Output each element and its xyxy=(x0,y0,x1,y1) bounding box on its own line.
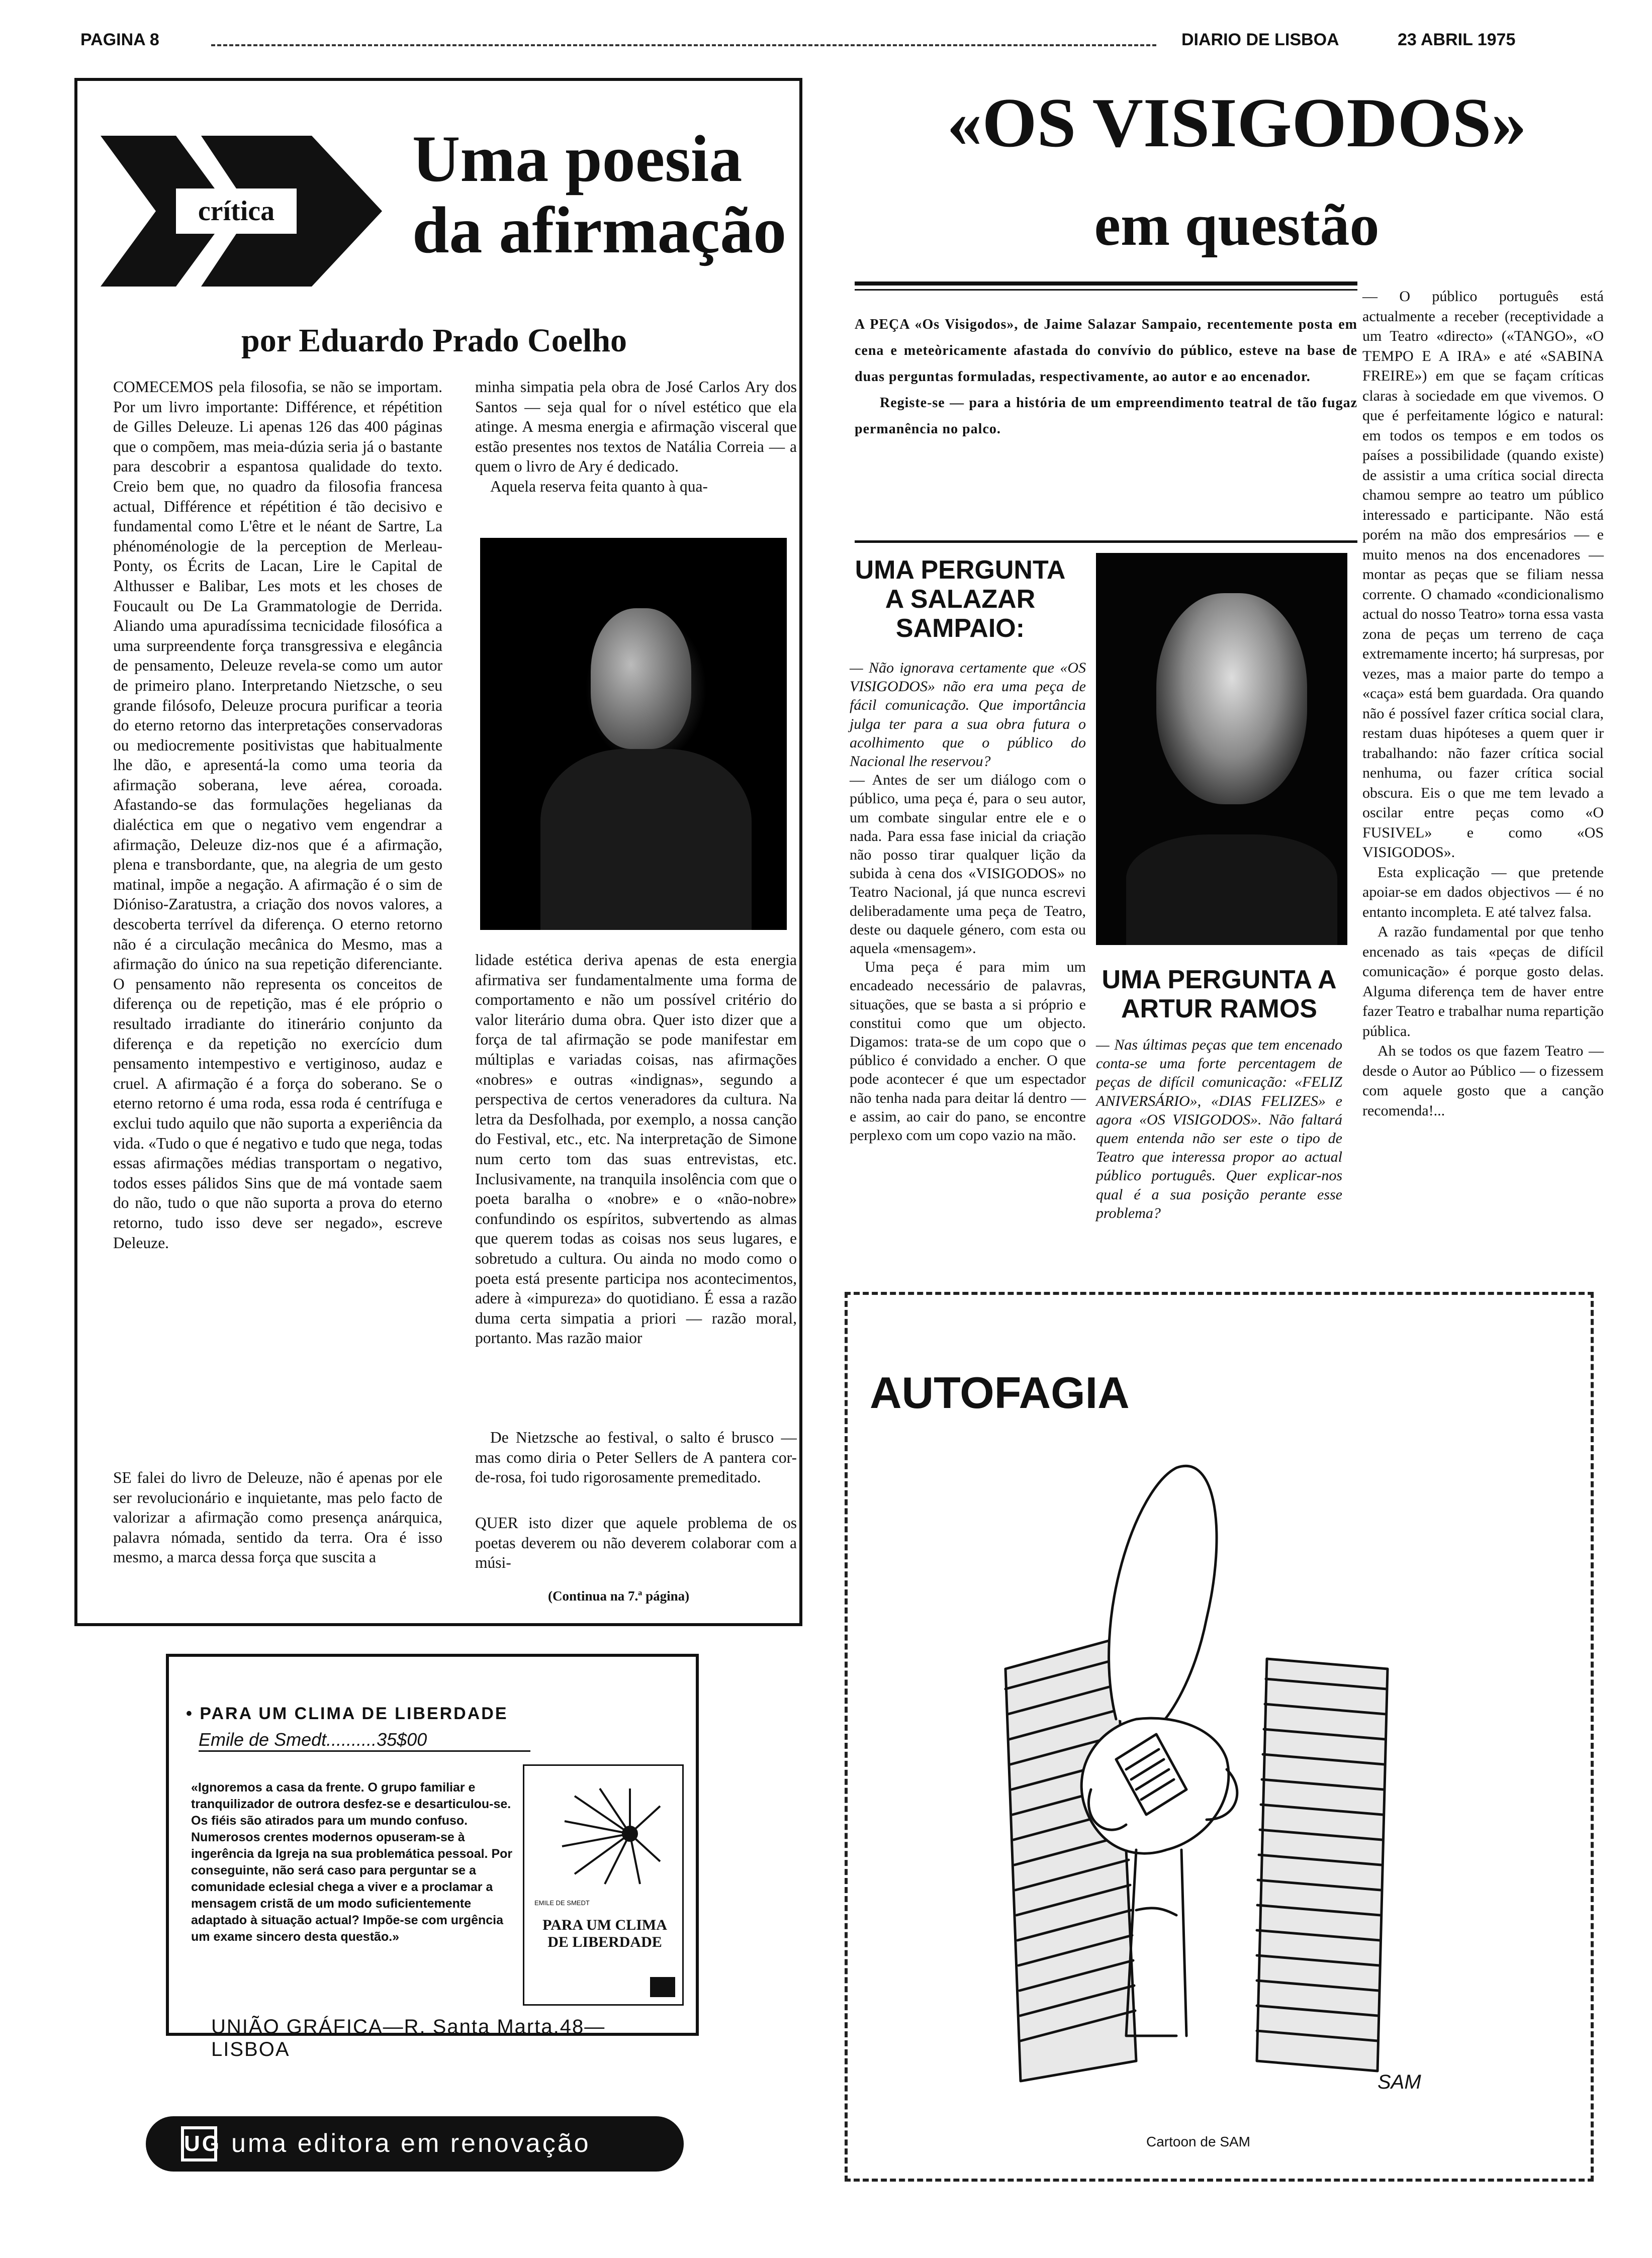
poet-body xyxy=(540,749,752,930)
title-rule-thick xyxy=(855,281,1357,286)
title-rule-thin xyxy=(855,289,1357,291)
continua-note: (Continua na 7.ª página) xyxy=(548,1588,690,1604)
artur-ramos-answer xyxy=(1362,287,1604,1120)
critica-column-2d xyxy=(475,1513,797,1573)
critica-headline: Uma poesia da afirmação xyxy=(412,122,787,267)
sampaio-answer-1: — Antes de ser um diálogo com o público, uma peça é, para o seu autor, um combate singular entre ele e o nada. Para essa fase inicial da criação não posso tirar qualquer lição da subida à cena dos «VISIGODOS» no Teatro Nacional, já que nunca escrevi deliberadamente uma peça de Teatro, deste ou daquele género, com esta ou aquela «mensagem». xyxy=(850,772,1086,957)
critica-column-1a xyxy=(113,377,442,1423)
book-publisher-mark xyxy=(650,1977,675,1997)
sun-burst-icon xyxy=(555,1786,665,1887)
critica-paragraph-6: De Nietzsche ao festival, o salto é brusco — mas como diria o Peter Sellers de A pantera cor-de-rosa, foi tudo rigorosamente premeditado. xyxy=(475,1429,797,1486)
book-author: EMILE DE SMEDT xyxy=(534,1899,590,1907)
publisher-slogan: uma editora em renovação xyxy=(231,2129,591,2158)
author-suit xyxy=(1126,834,1337,945)
sampaio-interview xyxy=(850,658,1086,1145)
intro-paragraph-2: Registe-se — para a história de um empreendimento teatral de tão fugaz permanência no palco. xyxy=(855,395,1357,437)
book-title: PARA UM CLIMA DE LIBERDADE xyxy=(542,1917,667,1950)
intro-rule xyxy=(855,540,1357,543)
answer-paragraph-3: A razão fundamental por que tenho encenado as tais «peças de difícil comunicação» é porque gosto delas. Alguma diferença tem de haver entre fazer Teatro e trabalhar numa repartição pública. xyxy=(1362,923,1604,1040)
poet-photo xyxy=(480,538,787,930)
answer-paragraph-2: Esta explicação — que pretende apoiar-se em dados objectivos — é no entanto incompleta. E até talvez falsa. xyxy=(1362,864,1604,920)
right-book-stack xyxy=(1257,1659,1388,2071)
ad-description: «Ignoremos a casa da frente. O grupo familiar e tranquilizador de outrora desfez-se e desarticulou-se. Os fiéis são atirados para um mundo confuso. Numerosos crentes modernos opuseram-se à ingerência da Igreja na sua problemática pessoal. Por conseguinte, não será caso para perguntar se a comunidade eclesial chega a viver e a proclamar a mensagem cristã de um modo suficientemente adaptado à situação actual? Impõe-se com urgência um exame sincero desta questão.» xyxy=(191,1780,513,1944)
issue-date: 23 ABRIL 1975 xyxy=(1398,30,1516,49)
visigodos-subtitle: em questão xyxy=(1094,192,1380,258)
cartoon-drawing xyxy=(855,1407,1584,2111)
book-cover xyxy=(523,1764,684,2006)
page-header xyxy=(80,25,1584,55)
visigodos-title: «OS VISIGODOS» xyxy=(947,84,1527,162)
intro-paragraph-1: A PEÇA «Os Visigodos», de Jaime Salazar Sampaio, recentemente posta em cena e meteòricamente afastada do convívio do público, esteve na base de duas perguntas formuladas, respectivamente, ao autor e ao encenador. xyxy=(855,317,1357,385)
cartoon-title: AUTOFAGIA xyxy=(870,1368,1130,1418)
critica-paragraph-1: COMECEMOS pela filosofia, se não se importam. Por um livro importante: Différence, et répétition de Gilles Deleuze. Li apenas 126 das 400 páginas que o compõem, mas meia-dúzia seria já o bastante para descobrir a espantosa qualidade do texto. Creio bem que, no quadro da filosofia francesa actual, Différence et répétition é tão decisivo e fundamental como L'être et le néant de Sartre, La phénoménologie de la perception de Merleau-Ponty, os Écrits de Lacan, Lire le Capital de Althusser e Balibar, Les mots et les choses de Foucault ou De La Grammatologie de Derrida. Aliando uma apuradíssima tecnicidade filosófica a uma surpreendente força transgressiva e elegância de pensamento, Deleuze revela-se como um autor de primeiro plano. Interpretando Nietzsche, o seu grande filósofo, Deleuze procura purificar a teoria do eterno retorno das interpretações conservadoras ou mediocremente positivistas que habitualmente lhe dão, e apresentá-la como uma teoria da afirmação soberana, leve aérea, coroada. Afastando-se das formulações hegelianas da dialéctica em que o negativo vem engendrar a afirmação, Deleuze diz-nos que é a afirmação, plena e transbordante, que, na alegria de um gesto matinal, impõe a negação. A afirmação é o sim de Dióniso-Zaratustra, a criação dos novos valores, a descoberta terrível da diferença. O eterno retorno não é a circulação mecânica do Mesmo, mas a afirmação do único na sua repetição diferenciante. O pensamento não representa os conceitos de diferença ou de repetição, mas é ele próprio o resultado irradiante do itinerário conjunto da diferença e da repetição no exercício dum pensamento intempestivo e vertiginoso, audaz e cruel. A afirmação é a força do soberano. Se o eterno retorno é uma roda, essa roda é centrífuga e exclui tudo aquilo que não suporta a experiência da vida. «Tudo o que é negativo e tudo que nega, todas essas afirmações médias transportam o negativo, todos esses pálidos Sins que de má vontade saem do não, tudo o que não suporta a prova do eterno retorno, tudo isso deve ser negado», escreve Deleuze. xyxy=(113,378,442,1252)
answer-paragraph-1: — O público português está actualmente a receber (receptividade a um Teatro «directo» («TANGO», «O TEMPO E A IRA» e até «SABINA FREIRE») em que se façam críticas claras à sociedade em que vivemos. O que é perfeitamente lógico e natural: em todos os tempos e em todos os países a possibilidade (quando existe) de assistir a uma crítica social directa chamou sempre ao teatro um público interessado e participante. Não está porém na mão dos empresários — e muito menos na dos encenadores — montar as peças que se filiam nessa corrente. O chamado «condicionalismo actual do nosso Teatro» torna essa vasta zona de peças um terreno de caça extremamente incerto; há surpresas, por vezes, mas a maior parte do tempo a «caça» está bem guardada. Ora quando não é possível fazer crítica social clara, restam duas hipóteses a quem quer ir trabalhando: não fazer crítica social nenhuma, ou fazer crítica social obscura. Eis o que me tem levado a oscilar entre peças como «O FUSIVEL» e como «OS VISIGODOS». xyxy=(1362,288,1604,861)
cartoon-credit: Cartoon de SAM xyxy=(1146,2134,1250,2149)
cartoon-signature: SAM xyxy=(1378,2071,1421,2093)
page-number: PAGINA 8 xyxy=(80,30,159,49)
critica-column-2c xyxy=(475,1428,797,1508)
header-rule xyxy=(211,44,1156,46)
ramos-question-block xyxy=(1096,1036,1342,1222)
answer-paragraph-4: Ah se todos os que fazem Teatro — desde o Autor ao Público — o fizessem com aquele gosto que a canção recomenda!... xyxy=(1362,1043,1604,1119)
ug-logo-icon: UG xyxy=(181,2126,217,2161)
critica-byline: por Eduardo Prado Coelho xyxy=(241,322,627,359)
poet-head xyxy=(591,608,691,749)
sampaio-question: — Não ignorava certamente que «OS VISIGODOS» não era uma peça de fácil comunicação. Que importância julga ter para a sua obra futura o acolhimento que o público do Nacional lhe reservou? xyxy=(850,660,1086,770)
critica-column-2b xyxy=(475,950,797,1458)
newspaper-name: DIARIO DE LISBOA xyxy=(1181,30,1339,49)
critica-paragraph-5: lidade estética deriva apenas de esta energia afirmativa ser fundamentalmente uma forma de comportamento e não um possível critério do valor literário duma obra. Quer isto dizer que a força de tal afirmação se pode manifestar em múltiplas e variadas coisas, nas afirmações «nobres» e outras «indignas», segundo a perspectiva de certos veneradores da cultura. Na letra da Desfolhada, por exemplo, a nossa canção do Festival, etc., etc. Na interpretação de Simone num certo tom das suas entrevistas, etc. Inclusivamente, na tranquila insolência com que o poeta baralha o «nobre» e o «não-nobre» confundindo os espíritos, subvertendo as almas que querem todas as coisas nos seus lugares, e sobretudo a cultura. Ou ainda no modo como o poeta está presente participa nos acontecimentos, adere à «impureza» do quotidiano. É essa a razão duma certa simpatia a priori — razão moral, portanto. Mas razão maior xyxy=(475,951,797,1347)
ramos-question: — Nas últimas peças que tem encenado conta-se uma forte percentagem de peças de difícil comunicação: «FELIZ ANIVERSÁRIO», «DIAS FELIZES» e agora «OS VISIGODOS». Não faltará quem entenda não ser este o tipo de Teatro que interessa propor ao actual público português. Quer explicar-nos qual é a sua posição perante esse problema? xyxy=(1096,1037,1342,1221)
critica-tag: crítica xyxy=(198,196,275,227)
sampaio-answer-2: Uma peça é para mim um encadeado necessário de palavras, situações, que se basta a si próprio e constitui como que um objecto. Digamos: trata-se de um copo que o público é convidado a encher. O que pode acontecer é que um espectador não tenha nada para deitar lá dentro — e assim, ao cair do pano, se encontre perplexo com um copo vazio na mão. xyxy=(850,959,1086,1144)
author-photo xyxy=(1096,553,1347,945)
critica-column-1b xyxy=(113,1468,442,1609)
critica-paragraph-4: Aquela reserva feita quanto à qua- xyxy=(490,477,708,495)
ad-title: • PARA UM CLIMA DE LIBERDADE xyxy=(186,1704,508,1723)
critica-paragraph-2: SE falei do livro de Deleuze, não é apenas por ele ser revolucionário e inquietante, mas pelo facto de valorizar a afirmação como presença anárquica, palavra nómada, sentido da terra. Ora é isso mesmo, a marca dessa força que suscita a xyxy=(113,1469,442,1566)
critica-column-2a xyxy=(475,377,797,530)
critica-paragraph-3: minha simpatia pela obra de José Carlos Ary dos Santos — seja qual for o nível estético que ela atinge. A mesma energia e afirmação visceral que estão presentes nos textos de Natália Correia — a quem o livro de Ary é dedicado. xyxy=(475,378,797,476)
critica-paragraph-7: QUER isto dizer que aquele problema de os poetas deverem ou não deverem colaborar com a músi- xyxy=(475,1514,797,1572)
question-heading-sampaio: UMA PERGUNTA A SALAZAR SAMPAIO: xyxy=(855,555,1066,643)
critica-chevron-logo xyxy=(101,136,382,287)
ad-author-price: Emile de Smedt..........35$00 xyxy=(199,1729,530,1752)
question-heading-ramos: UMA PERGUNTA A ARTUR RAMOS xyxy=(1102,965,1337,1023)
author-face xyxy=(1156,593,1307,804)
visigodos-intro xyxy=(855,312,1357,442)
ad-publisher-address: UNIÃO GRÁFICA—R. Santa Marta,48—LISBOA xyxy=(211,2016,606,2060)
publisher-banner xyxy=(146,2116,684,2172)
